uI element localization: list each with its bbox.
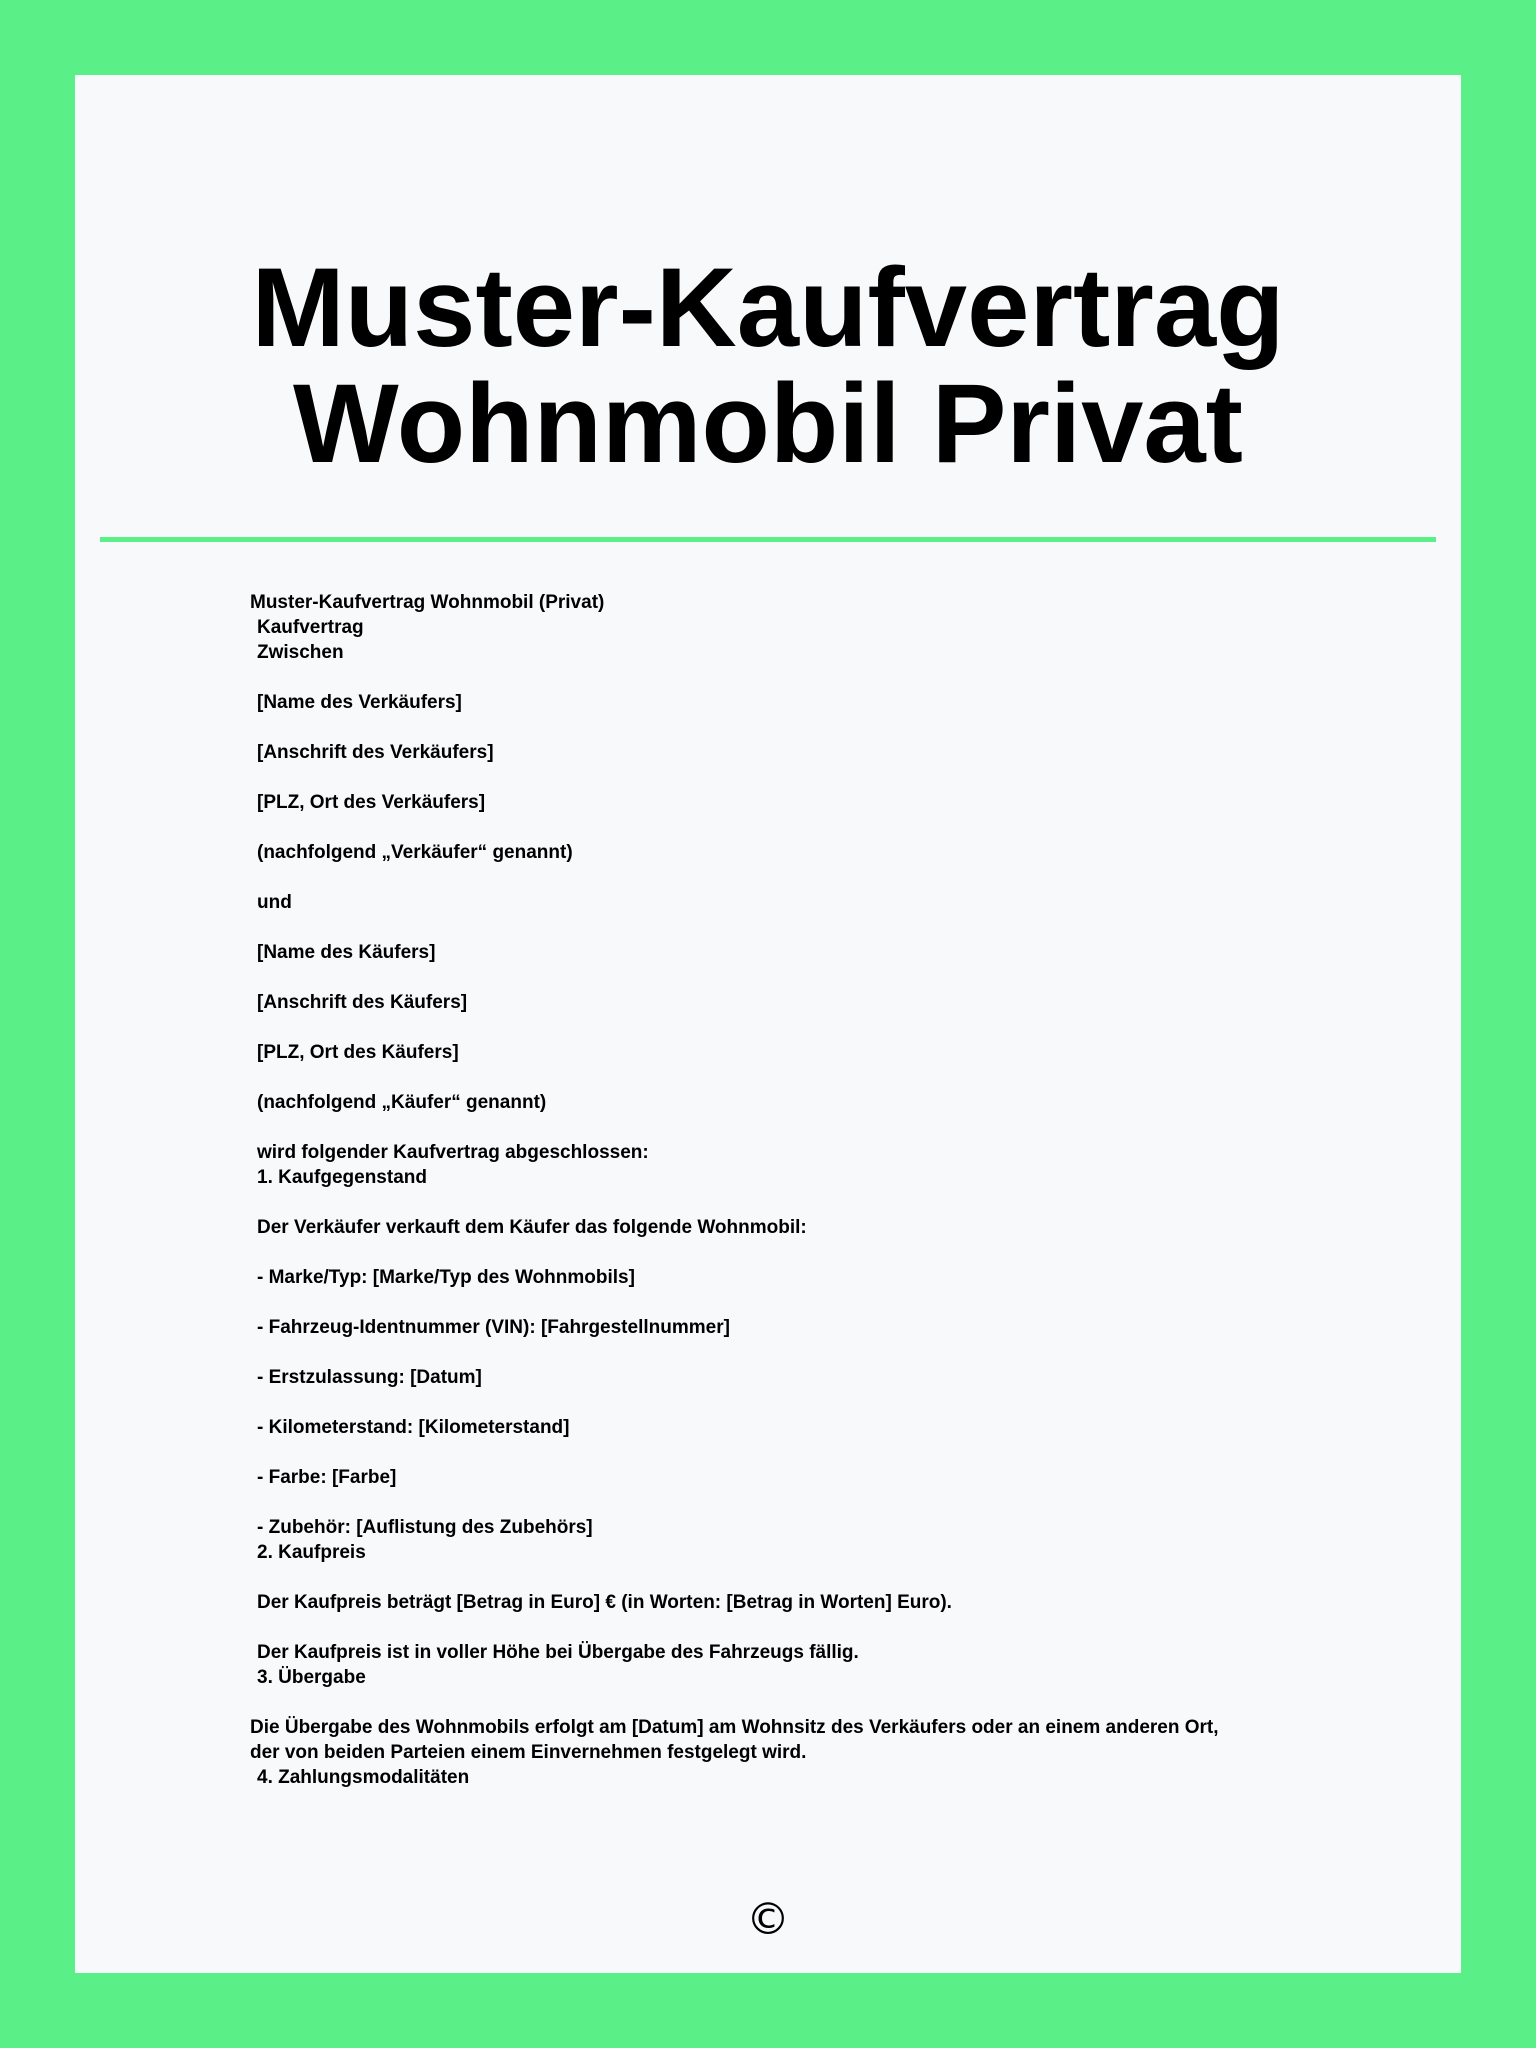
section-1-intro: Der Verkäufer verkauft dem Käufer das folgende Wohnmobil: xyxy=(257,1217,807,1238)
section-2-heading: 2. Kaufpreis xyxy=(257,1542,366,1563)
seller-designation: (nachfolgend „Verkäufer“ genannt) xyxy=(257,842,573,863)
item-accessories: - Zubehör: [Auflistung des Zubehörs] xyxy=(257,1517,593,1538)
seller-name: [Name des Verkäufers] xyxy=(257,692,462,713)
seller-city: [PLZ, Ort des Verkäufers] xyxy=(257,792,486,813)
price-due: Der Kaufpreis ist in voller Höhe bei Übergabe des Fahrzeugs fällig. xyxy=(257,1642,859,1663)
buyer-name: [Name des Käufers] xyxy=(257,942,436,963)
buyer-address: [Anschrift des Käufers] xyxy=(257,992,468,1013)
section-3-heading: 3. Übergabe xyxy=(257,1667,366,1688)
title-divider xyxy=(100,537,1436,542)
section-1-heading: 1. Kaufgegenstand xyxy=(257,1167,427,1188)
and-label: und xyxy=(257,892,292,913)
contract-heading: Muster-Kaufvertrag Wohnmobil (Privat) xyxy=(250,592,605,613)
handover-text-line-2: der von beiden Parteien einem Einvernehmen festgelegt wird. xyxy=(250,1742,807,1763)
document-page xyxy=(75,75,1461,1973)
buyer-designation: (nachfolgend „Käufer“ genannt) xyxy=(257,1092,547,1113)
contract-concluded: wird folgender Kaufvertrag abgeschlossen: xyxy=(257,1142,649,1163)
item-color: - Farbe: [Farbe] xyxy=(257,1467,397,1488)
item-vin: - Fahrzeug-Identnummer (VIN): [Fahrgestellnummer] xyxy=(257,1317,730,1338)
item-brand: - Marke/Typ: [Marke/Typ des Wohnmobils] xyxy=(257,1267,635,1288)
seller-address: [Anschrift des Verkäufers] xyxy=(257,742,494,763)
copyright-icon: © xyxy=(746,1894,790,1945)
section-4-heading: 4. Zahlungsmodalitäten xyxy=(257,1767,470,1788)
contract-label: Kaufvertrag xyxy=(257,617,364,638)
handover-text-line-1: Die Übergabe des Wohnmobils erfolgt am [Datum] am Wohnsitz des Verkäufers oder an einem anderen Ort, xyxy=(250,1717,1219,1738)
document-title xyxy=(75,245,1461,486)
between-label: Zwischen xyxy=(257,642,344,663)
item-registration: - Erstzulassung: [Datum] xyxy=(257,1367,482,1388)
price-statement: Der Kaufpreis beträgt [Betrag in Euro] € (in Worten: [Betrag in Worten] Euro). xyxy=(257,1592,952,1613)
title-line-2: Wohnmobil Privat xyxy=(293,361,1243,486)
title-line-1: Muster-Kaufvertrag xyxy=(251,245,1285,370)
buyer-city: [PLZ, Ort des Käufers] xyxy=(257,1042,459,1063)
item-mileage: - Kilometerstand: [Kilometerstand] xyxy=(257,1417,570,1438)
contract-body xyxy=(250,590,1370,1790)
